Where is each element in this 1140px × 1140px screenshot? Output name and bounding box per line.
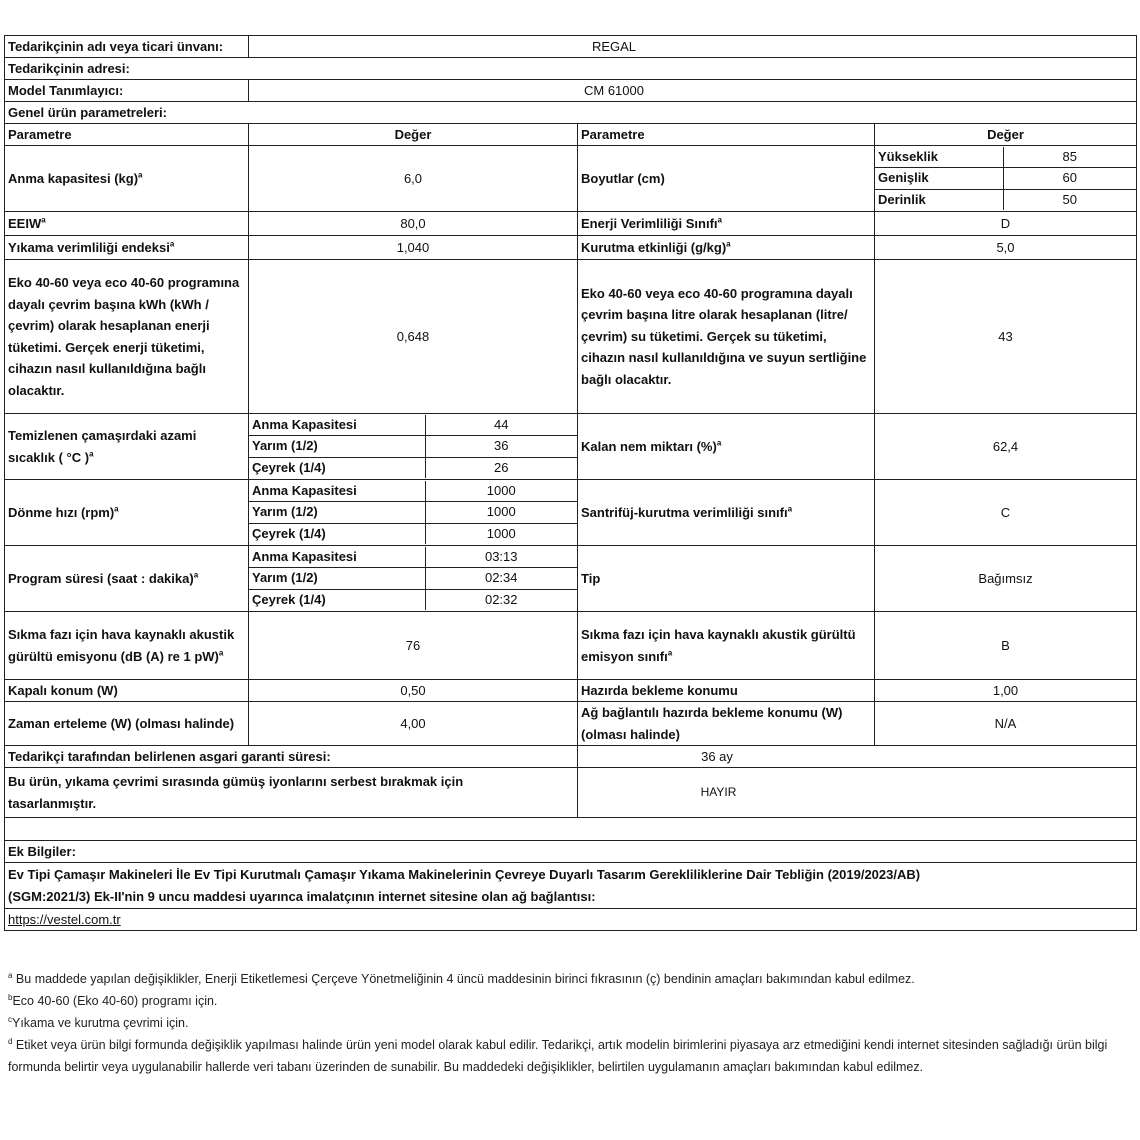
network-standby-value: N/A <box>875 702 1137 746</box>
vestel-link[interactable]: https://vestel.com.tr <box>8 912 121 927</box>
rinse-label: Kurutma etkinliği (g/kg) <box>581 240 727 255</box>
duration-full-value: 03:13 <box>425 547 577 568</box>
footnote-a-mark: a <box>218 648 224 658</box>
rinse-value: 5,0 <box>875 236 1137 260</box>
footnote-a-mark: a <box>193 570 199 580</box>
footnote-a-text: Bu maddede yapılan değişiklikler, Enerji Etiketlemesi Çerçeve Yönetmeliğinin 4 üncü maddesinin birinci fıkrasının (ç) bendinin amaçları bakımından kabul edilmez. <box>12 972 915 986</box>
temperature-cell <box>249 414 578 480</box>
footnote-a-mark: a <box>89 449 94 459</box>
energy-consumption-label: Eko 40-60 veya eco 40-60 programına dayalı çevrim başına kWh (kWh / çevrim) olarak hesaplanan enerji tüketimi. Gerçek enerji tüketimi, cihazın nasıl kullanıldığına bağlı olacaktır. <box>5 260 249 414</box>
footnote-d <box>8 1034 1128 1078</box>
silver-label: Bu ürün, yıkama çevrimi sırasında gümüş iyonlarını serbest bırakmak için tasarlanmıştır. <box>5 768 578 818</box>
off-mode-value: 0,50 <box>249 680 578 702</box>
footnote-d-mark: d <box>8 1036 13 1046</box>
depth-value: 50 <box>1062 191 1077 207</box>
extra-text: Ev Tipi Çamaşır Makineleri İle Ev Tipi Kurutmalı Çamaşır Yıkama Makinelerinin Çevreye Duyarlı Tasarım Gerekliliklerine Dair Tebliğin (2019/2023/AB)(SGM:2021/3) Ek-II'nin 9 uncu maddesi uyarınca imalatçının internet sitesine olan ağ bağlantısı: <box>5 863 1137 909</box>
footnote-b <box>8 990 1128 1012</box>
noise-value: 76 <box>249 612 578 680</box>
spin-full-label: Anma Kapasitesi <box>249 481 425 502</box>
param-header-right: Parametre <box>578 124 875 146</box>
temp-half-value: 36 <box>425 436 577 458</box>
footnote-a-mark: a <box>726 239 731 249</box>
column-header-row <box>5 124 1137 146</box>
width-label: Genişlik <box>875 168 1003 190</box>
noise-class-value: B <box>875 612 1137 680</box>
supplier-row <box>5 36 1137 58</box>
spin-class-label: Santrifüj-kurutma verimliliği sınıfı <box>581 505 788 520</box>
capacity-row <box>5 146 1137 212</box>
capacity-label: Anma kapasitesi (kg) <box>8 171 139 186</box>
eeiw-value: 80,0 <box>249 212 578 236</box>
model-value: CM 61000 <box>249 80 1137 102</box>
spin-full-value: 1000 <box>425 481 577 502</box>
footnote-b-text: Eco 40-60 (Eko 40-60) programı için. <box>12 994 218 1008</box>
water-consumption-value: 43 <box>875 260 1137 414</box>
eeiw-row <box>5 212 1137 236</box>
type-label: Tip <box>578 546 875 612</box>
noise-row <box>5 612 1137 680</box>
model-row <box>5 80 1137 102</box>
extra-label: Ek Bilgiler: <box>5 841 1137 863</box>
value-header-right: Değer <box>875 124 1137 146</box>
standby-label: Hazırda bekleme konumu <box>578 680 875 702</box>
supplier-label: Tedarikçinin adı veya ticari ünvanı: <box>5 36 249 58</box>
silver-row <box>5 768 1137 818</box>
spin-label: Dönme hızı (rpm) <box>8 505 115 520</box>
warranty-row <box>5 746 1137 768</box>
duration-full-label: Anma Kapasitesi <box>249 547 425 568</box>
param-header-left: Parametre <box>5 124 249 146</box>
spin-quarter-value: 1000 <box>486 525 516 541</box>
duration-quarter-label: Çeyrek (1/4) <box>249 589 425 610</box>
footnote-a-mark: a <box>41 215 46 225</box>
temperature-row <box>5 414 1137 480</box>
footnote-a-mark: a <box>138 170 143 180</box>
spin-half-label: Yarım (1/2) <box>249 502 425 524</box>
wash-index-label: Yıkama verimliliği endeksi <box>8 240 170 255</box>
duration-quarter-value: 02:32 <box>484 591 518 607</box>
product-info-sheet <box>4 35 1137 931</box>
spacer-row <box>5 818 1137 841</box>
duration-cell <box>249 546 578 612</box>
footnote-a-mark: a <box>169 239 175 249</box>
duration-row <box>5 546 1137 612</box>
temp-quarter-value: 26 <box>494 459 509 475</box>
silver-value: HAYIR <box>578 768 1137 818</box>
general-label: Genel ürün parametreleri: <box>5 102 1137 124</box>
extra-text-row <box>5 863 1137 909</box>
dimensions-cell <box>875 146 1137 212</box>
footnote-a-mark: a <box>114 504 119 514</box>
warranty-value: 36 ay <box>578 746 1137 768</box>
network-standby-label: Ağ bağlantılı hazırda bekleme konumu (W) (olması halinde) <box>578 702 875 746</box>
footnote-a-mark: a <box>717 215 722 225</box>
energy-consumption-value: 0,648 <box>249 260 578 414</box>
delay-label: Zaman erteleme (W) (olması halinde) <box>5 702 249 746</box>
footnote-a <box>8 968 1128 990</box>
moisture-value: 62,4 <box>875 414 1137 480</box>
value-header-left: Değer <box>249 124 578 146</box>
spin-cell <box>249 480 578 546</box>
moisture-label: Kalan nem miktarı (%) <box>581 439 717 454</box>
capacity-value: 6,0 <box>249 146 578 212</box>
footnote-d-text: Etiket veya ürün bilgi formunda değişiklik yapılması halinde ürün yeni model olarak kabul edilir. Tedarikçi, artık modelin birimlerini piyasaya arz etmediğini kendi internet sitesinden sağladığı ürün bilgi formunda belirtir veya uygulanabilir hallerde veri tabanı üzerinden de sunabilir. Bu maddedeki değişiklikler, belirtilen uygulamanın amaçları bakımından kabul edilmez. <box>8 1038 1108 1074</box>
footnote-b-mark: b <box>8 992 13 1002</box>
duration-half-label: Yarım (1/2) <box>249 568 425 590</box>
footnote-c-text: Yıkama ve kurutma çevrimi için. <box>12 1016 189 1030</box>
spin-half-value: 1000 <box>425 502 577 524</box>
spin-class-value: C <box>875 480 1137 546</box>
energy-class-label: Enerji Verimliliği Sınıfı <box>581 216 718 231</box>
standby-value: 1,00 <box>875 680 1137 702</box>
wash-index-row <box>5 236 1137 260</box>
wash-index-value: 1,040 <box>249 236 578 260</box>
extra-label-row <box>5 841 1137 863</box>
width-value: 60 <box>1003 168 1136 190</box>
footnote-c-mark: c <box>8 1014 12 1024</box>
duration-label: Program süresi (saat : dakika) <box>8 570 194 586</box>
off-mode-row <box>5 680 1137 702</box>
product-info-table <box>4 35 1137 931</box>
depth-label: Derinlik <box>875 189 1003 210</box>
off-mode-label: Kapalı konum (W) <box>5 680 249 702</box>
temp-full-value: 44 <box>425 415 577 436</box>
general-row <box>5 102 1137 124</box>
delay-value: 4,00 <box>249 702 578 746</box>
delay-row <box>5 702 1137 746</box>
model-label: Model Tanımlayıcı: <box>5 80 249 102</box>
footnotes <box>8 968 1128 1078</box>
energy-class-value: D <box>875 212 1137 236</box>
temperature-label: Temizlenen çamaşırdaki azami sıcaklık ( °C ) <box>8 428 197 465</box>
height-value: 85 <box>1003 147 1136 168</box>
extra-link-row <box>5 909 1137 931</box>
noise-class-label: Sıkma fazı için hava kaynaklı akustik gürültü emisyon sınıfı <box>581 627 856 664</box>
warranty-label: Tedarikçi tarafından belirlenen asgari garanti süresi: <box>5 746 578 768</box>
duration-half-value: 02:34 <box>425 568 577 590</box>
footnote-c <box>8 1012 1128 1034</box>
footnote-a-mark: a <box>667 648 673 658</box>
temp-half-label: Yarım (1/2) <box>249 436 425 458</box>
spin-row <box>5 480 1137 546</box>
type-value: Bağımsız <box>875 546 1137 612</box>
temp-full-label: Anma Kapasitesi <box>249 415 425 436</box>
consumption-row <box>5 260 1137 414</box>
spin-quarter-label: Çeyrek (1/4) <box>249 523 425 544</box>
temp-quarter-label: Çeyrek (1/4) <box>249 457 425 478</box>
noise-label: Sıkma fazı için hava kaynaklı akustik gürültü emisyonu (dB (A) re 1 pW) <box>8 627 235 664</box>
footnote-a-mark: a <box>8 970 13 980</box>
footnote-a-mark: a <box>716 438 722 448</box>
address-row <box>5 58 1137 80</box>
height-label: Yükseklik <box>875 147 1003 168</box>
supplier-value: REGAL <box>249 36 1137 58</box>
dimensions-label: Boyutlar (cm) <box>578 146 875 212</box>
water-consumption-label: Eko 40-60 veya eco 40-60 programına dayalı çevrim başına litre olarak hesaplanan (litre/çevrim) su tüketimi. Gerçek su tüketimi, cihazın nasıl kullanıldığına ve suyun sertliğine bağlı olacaktır. <box>578 260 875 414</box>
eeiw-label: EEIW <box>8 216 42 231</box>
footnote-a-mark: a <box>787 504 793 514</box>
address-label: Tedarikçinin adresi: <box>5 58 1137 80</box>
